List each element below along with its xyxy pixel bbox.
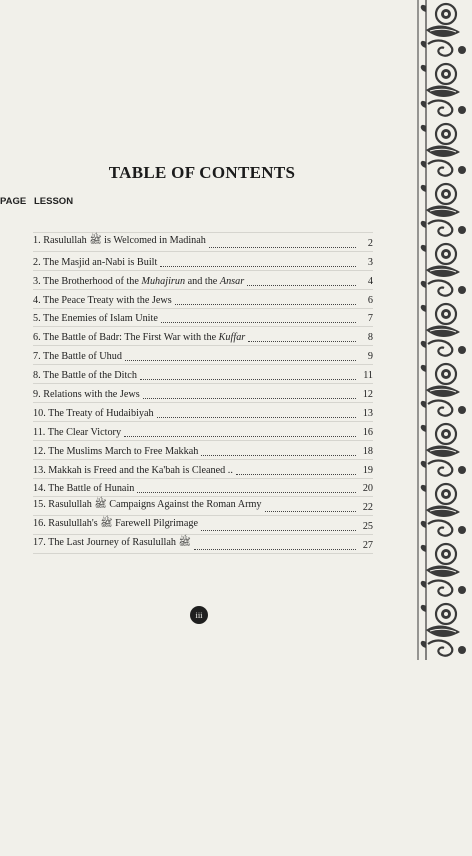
- toc-entry-title: 16. Rasulullah's ﷺ Farewell Pilgrimage: [33, 518, 198, 530]
- toc-entry-page: 3: [367, 256, 373, 268]
- toc-entry-page: 8: [367, 332, 373, 344]
- toc-entry[interactable]: [33, 460, 373, 479]
- dot-leader: [124, 436, 356, 437]
- toc-entry-page: 7: [367, 313, 373, 325]
- toc-entry-page: 2: [367, 237, 373, 249]
- toc-list: [33, 232, 373, 554]
- toc-entry-page: 16: [362, 426, 373, 438]
- dot-leader: [201, 455, 356, 456]
- dot-leader: [265, 511, 357, 512]
- toc-entry[interactable]: [33, 384, 373, 403]
- page-title: TABLE OF CONTENTS: [108, 163, 296, 182]
- toc-entry[interactable]: [33, 441, 373, 460]
- toc-entry-title: 3. The Brotherhood of the Muhajirun and the Ansar: [33, 275, 245, 287]
- toc-entry-page: 20: [362, 483, 373, 495]
- toc-entry-page: 6: [367, 294, 373, 306]
- toc-entry-title: 10. The Treaty of Hudaibiyah: [33, 407, 154, 419]
- toc-entry[interactable]: [33, 327, 373, 346]
- toc-entry-page: 25: [362, 521, 373, 533]
- toc-entry[interactable]: [33, 252, 373, 271]
- toc-entry[interactable]: [33, 365, 373, 384]
- toc-entry[interactable]: [33, 403, 373, 422]
- dot-leader: [194, 549, 356, 550]
- dot-leader: [201, 530, 356, 531]
- dot-leader: [175, 304, 356, 305]
- toc-entry-page: 27: [362, 540, 373, 552]
- toc-entry-page: 11: [363, 370, 373, 382]
- lesson-column-header: LESSON: [34, 196, 74, 207]
- toc-entry-title: 1. Rasulullah ﷺ is Welcomed in Madinah: [33, 234, 206, 246]
- toc-entry-title: 12. The Muslims March to Free Makkah: [33, 445, 199, 457]
- dot-leader: [160, 266, 356, 267]
- dot-leader: [143, 398, 356, 399]
- toc-entry-title: 6. The Battle of Badr: The First War with the Kuffar: [33, 332, 246, 344]
- dot-leader: [209, 247, 356, 248]
- toc-entry-page: 19: [362, 464, 373, 476]
- toc-entry-page: 13: [362, 407, 373, 419]
- toc-entry[interactable]: [33, 422, 373, 441]
- toc-entry-title: 7. The Battle of Uhud: [33, 351, 122, 363]
- dot-leader: [247, 285, 356, 286]
- toc-entry[interactable]: [33, 290, 373, 309]
- toc-entry[interactable]: [33, 232, 373, 252]
- toc-entry-title: 9. Relations with the Jews: [33, 389, 140, 401]
- dot-leader: [161, 322, 356, 323]
- dot-leader: [140, 379, 356, 380]
- toc-entry[interactable]: [33, 535, 373, 554]
- toc-entry-title: 11. The Clear Victory: [33, 426, 122, 438]
- toc-entry-page: 4: [367, 275, 373, 287]
- toc-entry[interactable]: [33, 346, 373, 365]
- toc-entry[interactable]: [33, 271, 373, 290]
- page-number-badge: iii: [190, 606, 208, 624]
- toc-entry[interactable]: [33, 479, 373, 498]
- toc-entry[interactable]: [33, 516, 373, 535]
- toc-entry-title: 2. The Masjid an-Nabi is Built: [33, 256, 158, 268]
- toc-entry-page: 12: [362, 389, 373, 401]
- toc-entry-title: 8. The Battle of the Ditch: [33, 370, 137, 382]
- toc-entry-page: 22: [362, 502, 373, 514]
- toc-entry-title: 15. Rasulullah ﷺ Campaigns Against the Roman Army: [33, 499, 262, 511]
- toc-entry-page: 18: [362, 445, 373, 457]
- toc-entry-title: 5. The Enemies of Islam Unite: [33, 313, 158, 325]
- dot-leader: [236, 474, 356, 475]
- toc-entry-title: 14. The Battle of Hunain: [33, 483, 135, 495]
- dot-leader: [137, 492, 356, 493]
- dot-leader: [125, 360, 356, 361]
- toc-entry[interactable]: [33, 309, 373, 328]
- dot-leader: [248, 341, 356, 342]
- toc-entry-title: 17. The Last Journey of Rasulullah ﷺ: [33, 537, 191, 549]
- toc-entry-page: 9: [367, 351, 373, 363]
- page-column-header: PAGE: [0, 196, 27, 207]
- toc-entry[interactable]: [33, 497, 373, 516]
- toc-entry-title: 4. The Peace Treaty with the Jews: [33, 294, 172, 306]
- dot-leader: [157, 417, 356, 418]
- toc-entry-title: 13. Makkah is Freed and the Ka'bah is Cleaned ..: [33, 464, 233, 476]
